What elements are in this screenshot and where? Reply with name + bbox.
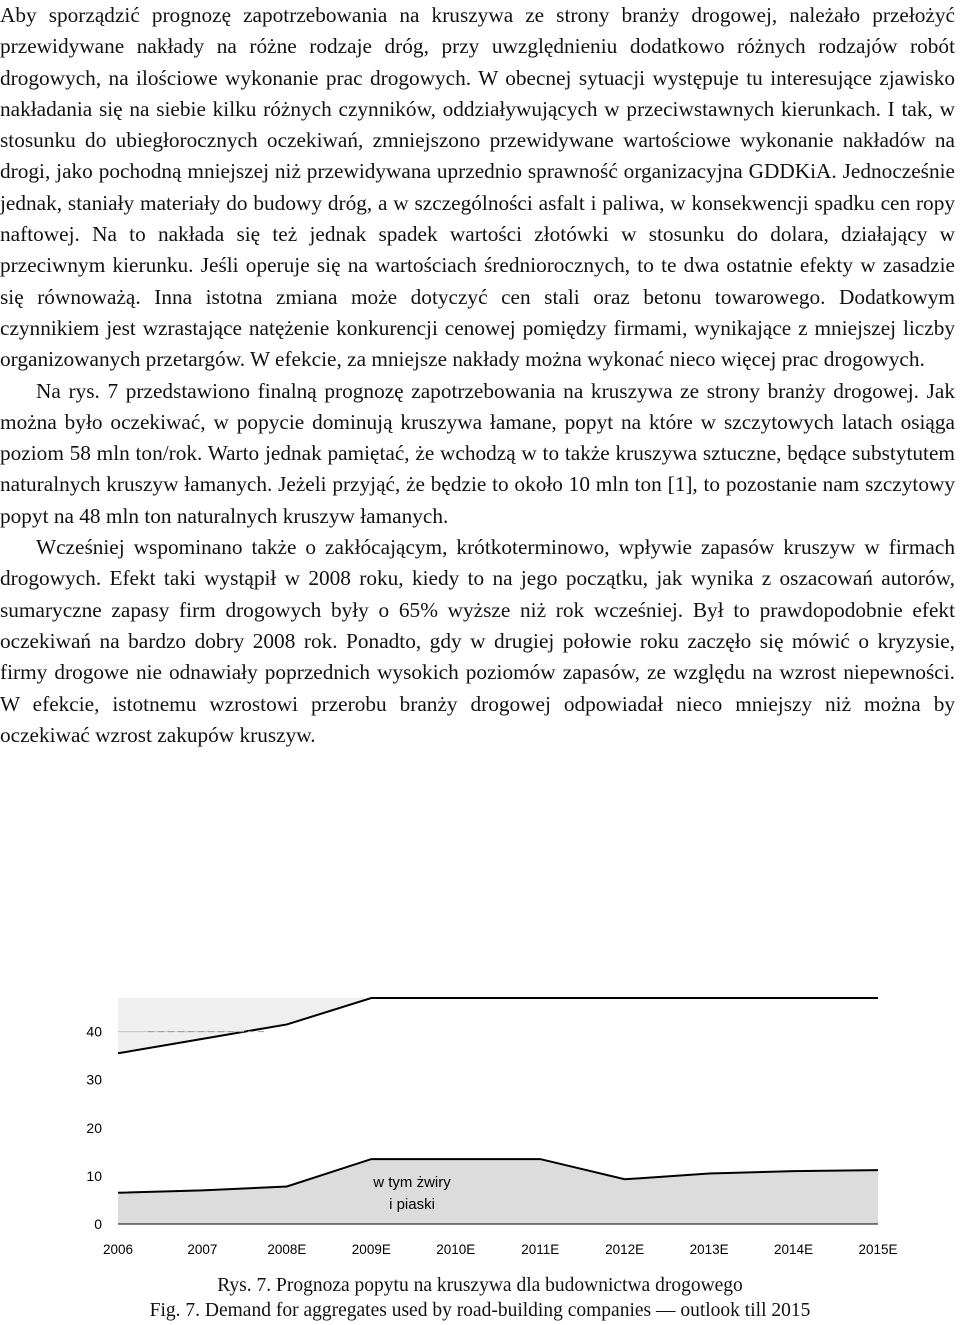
paragraph-1: Aby sporządzić prognozę zapotrzebowania na kruszywa ze strony branży drogowej, należało przełożyć przewidywane nakłady na różne rodzaje dróg, przy uwzględnieniu dodatkowo różnych rodzajów robót drogowych, na ilościowe wykonanie prac drogowych. W obecnej sytuacji występuje tu interesujące zjawisko nakładania się na siebie kilku różnych czynników, oddziaływujących w przeciwstawnych kierunkach. I tak, w stosunku do ubiegłorocznych oczekiwań, zmniejszono przewidywane wartościowe wykonanie nakładów na drogi, jako pochodną mniejszej niż przewidywana uprzednio sprawność organizacyjna GDDKiA. Jednocześnie jednak, staniały materiały do budowy dróg, a w szczególności asfalt i paliwa, w konsekwencji spadku cen ropy naftowej. Na to nakłada się też jednak spadek wartości złotówki w stosunku do dolara, działający w przeciwnym kierunku. Jeśli operuje się na wartościach średniorocznych, to te dwa ostatnie efekty w zasadzie się równoważą. Inna istotna zmiana może dotyczyć cen stali oraz betonu towarowego. Dodatkowym czynnikiem jest wzrastające natężenie konkurencji cenowej pomiędzy firmami, wynikające z mniejszej liczby organizowanych przetargów. W efekcie, za mniejsze nakłady można wykonać nieco więcej prac drogowych.: [0, 3, 955, 372]
y-tick-label: 0: [94, 1216, 102, 1232]
series-annotation-label: w tym żwiry: [373, 1174, 451, 1191]
demand-forecast-chart: [86, 992, 898, 1264]
series-annotation-label: i piaski: [389, 1196, 435, 1213]
x-tick-label: 2010E: [436, 1242, 476, 1257]
x-tick-label: 2007: [187, 1242, 218, 1257]
x-tick-label: 2009E: [351, 1242, 391, 1257]
paragraph-2: Na rys. 7 przedstawiono finalną prognozę zapotrzebowania na kruszywa ze strony branży drogowej. Jak można było oczekiwać, w popycie dominują kruszywa łamane, popyt na które w szczytowych latach osiąga poziom 58 mln ton/rok. Warto jednak pamiętać, że wchodzą w to także kruszywa sztuczne, będące substytutem naturalnych kruszyw łamanych. Jeżeli przyjąć, że będzie to około 10 mln ton [1], to pozostanie nam szczytowy popyt na 48 mln ton naturalnych kruszyw łamanych.: [0, 378, 955, 528]
y-tick-label: 20: [86, 1119, 102, 1136]
x-tick-label: 2011E: [521, 1242, 560, 1257]
y-tick-label: 10: [86, 1167, 102, 1184]
chart-svg: [86, 992, 898, 1264]
x-tick-label: 2012E: [605, 1242, 645, 1257]
figure-caption-en: Fig. 7. Demand for aggregates used by road-building companies — outlook till 2015: [149, 1300, 811, 1321]
paragraph-3: Wcześniej wspominano także o zakłócającym, krótkoterminowo, wpływie zapasów kruszyw w firmach drogowych. Efekt taki wystąpił w 2008 roku, kiedy to na jego początku, jak wynika z oszacowań autorów, sumaryczne zapasy firm drogowych były o 65% wyższe niż rok wcześniej. Był to prawdopodobnie efekt oczekiwań na bardzo dobry 2008 rok. Ponadto, gdy w drugiej połowie roku zaczęło się mówić o kryzysie, firmy drogowe nie odnawiały poprzednich wysokich poziomów zapasów, ze względu na wzrost niepewności. W efekcie, istotnemu wzrostowi przerobu branży drogowej odpowiadał nieco mniejszy niż można by oczekiwać wzrost zakupów kruszyw.: [0, 535, 955, 747]
x-tick-label: 2006: [102, 1242, 134, 1257]
x-tick-label: 2015E: [858, 1242, 898, 1257]
figure-caption-pl: Rys. 7. Prognoza popytu na kruszywa dla budownictwa drogowego: [217, 1275, 743, 1296]
x-tick-label: 2008E: [267, 1242, 307, 1257]
x-tick-label: 2014E: [774, 1242, 814, 1257]
y-tick-label: 40: [86, 1023, 102, 1040]
x-tick-label: 2013E: [689, 1242, 729, 1257]
y-tick-label: 30: [86, 1071, 102, 1088]
